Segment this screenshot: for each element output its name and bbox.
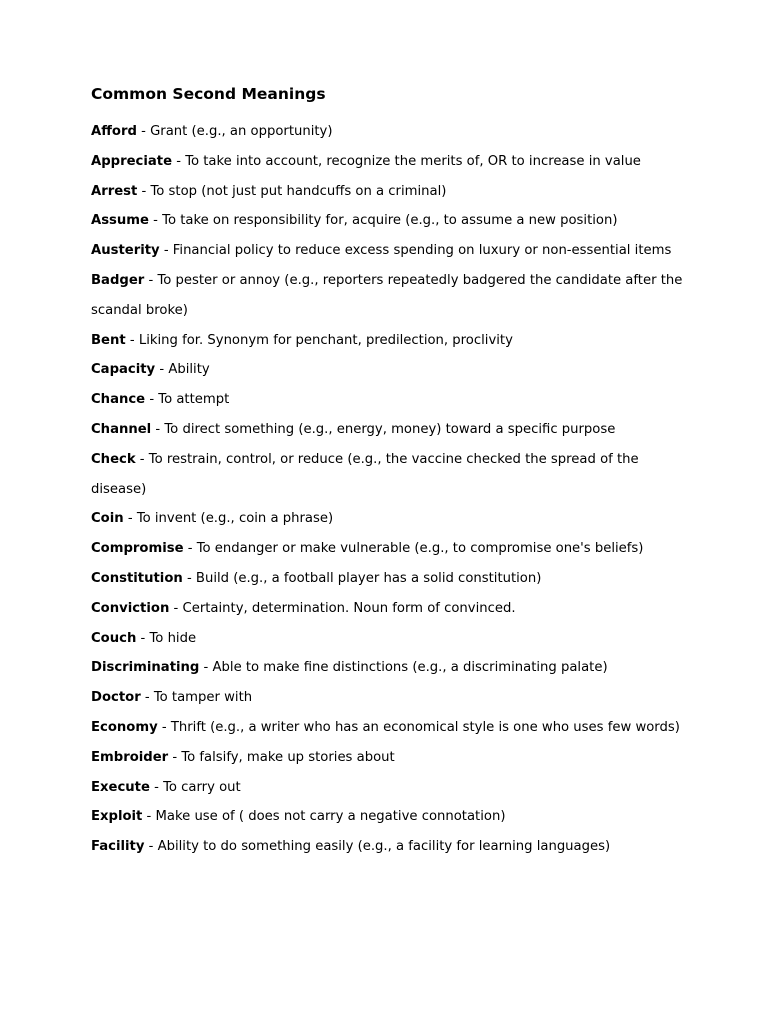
entry-term: Execute (91, 779, 150, 795)
entry-definition: To carry out (163, 779, 241, 795)
definition-entry (91, 355, 691, 385)
definition-entry (91, 564, 691, 594)
entry-definition: To restrain, control, or reduce (e.g., the vaccine checked the spread of the disease) (91, 451, 639, 497)
entry-term: Appreciate (91, 153, 173, 169)
entry-term: Arrest (91, 183, 138, 199)
entry-separator: - (199, 660, 213, 676)
entry-separator: - (159, 243, 173, 259)
entry-term: Exploit (91, 809, 143, 825)
entry-definition: To tamper with (153, 690, 253, 706)
entry-separator: - (135, 451, 149, 467)
entry-separator: - (123, 511, 137, 527)
entry-definition: To invent (e.g., coin a phrase) (136, 511, 334, 527)
entry-term: Badger (91, 272, 145, 288)
entry-definition: To endanger or make vulnerable (e.g., to compromise one's beliefs) (196, 541, 644, 557)
entry-term: Doctor (91, 690, 141, 706)
definition-entry (91, 534, 691, 564)
entry-definition: Make use of ( does not carry a negative connotation) (155, 809, 506, 825)
entry-separator: - (144, 272, 158, 288)
entry-separator: - (145, 392, 159, 408)
definition-entry (91, 117, 691, 147)
entry-separator: - (182, 570, 196, 586)
entry-term: Austerity (91, 243, 160, 259)
entry-term: Capacity (91, 362, 156, 378)
entry-term: Chance (91, 392, 146, 408)
page-title: Common Second Meanings (91, 85, 326, 103)
definition-entry (91, 147, 691, 177)
definition-entry (91, 266, 691, 326)
entry-definition: To hide (149, 630, 197, 646)
entry-definition: To take on responsibility for, acquire (e.g., to assume a new position) (162, 213, 618, 229)
entry-definition: Financial policy to reduce excess spending on luxury or non-essential items (172, 243, 672, 259)
entry-definition: To stop (not just put handcuffs on a criminal) (150, 183, 447, 199)
entry-definition: Grant (e.g., an opportunity) (150, 124, 333, 139)
definition-entry (91, 385, 691, 415)
definition-entry (91, 743, 691, 773)
entry-term: Channel (91, 421, 152, 437)
entry-definition: Ability (168, 362, 210, 378)
definition-entry (91, 624, 691, 654)
definition-entry (91, 802, 691, 832)
entry-term: Discriminating (91, 660, 200, 676)
definition-entry (91, 832, 691, 862)
entry-separator: - (168, 749, 182, 765)
definition-entry (91, 713, 691, 743)
entry-term: Constitution (91, 570, 183, 586)
entry-definition: To pester or annoy (e.g., reporters repeatedly badgered the candidate after the scandal broke) (91, 272, 683, 318)
definition-entry (91, 206, 691, 236)
definition-entry (91, 773, 691, 803)
entry-definition: Build (e.g., a football player has a solid constitution) (195, 570, 542, 586)
definition-entry (91, 326, 691, 356)
entry-definition: Liking for. Synonym for penchant, predilection, proclivity (138, 332, 513, 348)
entry-separator: - (151, 421, 165, 437)
definition-entry (91, 445, 691, 505)
definition-entry (91, 594, 691, 624)
entry-term: Coin (91, 511, 124, 527)
document-page (91, 83, 691, 862)
entry-separator: - (125, 332, 139, 348)
entry-definition: Able to make fine distinctions (e.g., a discriminating palate) (212, 660, 608, 676)
definition-list (91, 117, 691, 862)
entry-definition: Certainty, determination. Noun form of convinced. (182, 600, 516, 616)
entry-separator: - (172, 153, 186, 169)
entry-separator: - (136, 630, 150, 646)
entry-term: Facility (91, 839, 145, 855)
entry-term: Check (91, 451, 136, 467)
entry-term: Embroider (91, 749, 169, 765)
entry-definition: To attempt (158, 392, 230, 408)
entry-definition: Thrift (e.g., a writer who has an economical style is one who uses few words) (170, 719, 680, 735)
definition-entry (91, 236, 691, 266)
entry-separator: - (137, 183, 151, 199)
entry-separator: - (136, 124, 151, 139)
entry-term: Afford (91, 124, 137, 139)
entry-separator: - (148, 213, 163, 229)
entry-definition: Ability to do something easily (e.g., a facility for learning languages) (157, 839, 611, 855)
entry-separator: - (155, 362, 169, 378)
entry-separator: - (142, 809, 156, 825)
definition-entry (91, 415, 691, 445)
entry-term: Couch (91, 630, 137, 646)
entry-term: Assume (91, 213, 149, 229)
entry-separator: - (183, 541, 197, 557)
entry-term: Economy (91, 719, 158, 735)
definition-entry (91, 177, 691, 207)
entry-separator: - (149, 779, 164, 795)
entry-separator: - (169, 600, 183, 616)
entry-separator: - (157, 719, 171, 735)
entry-term: Conviction (91, 600, 170, 616)
definition-entry (91, 683, 691, 713)
entry-definition: To falsify, make up stories about (181, 749, 395, 765)
entry-definition: To direct something (e.g., energy, money) toward a specific purpose (164, 421, 616, 437)
definition-entry (91, 504, 691, 534)
entry-separator: - (140, 690, 154, 706)
definition-entry (91, 653, 691, 683)
entry-separator: - (144, 839, 158, 855)
entry-term: Bent (91, 332, 126, 348)
entry-definition: To take into account, recognize the merits of, OR to increase in value (185, 153, 641, 169)
entry-term: Compromise (91, 541, 184, 557)
